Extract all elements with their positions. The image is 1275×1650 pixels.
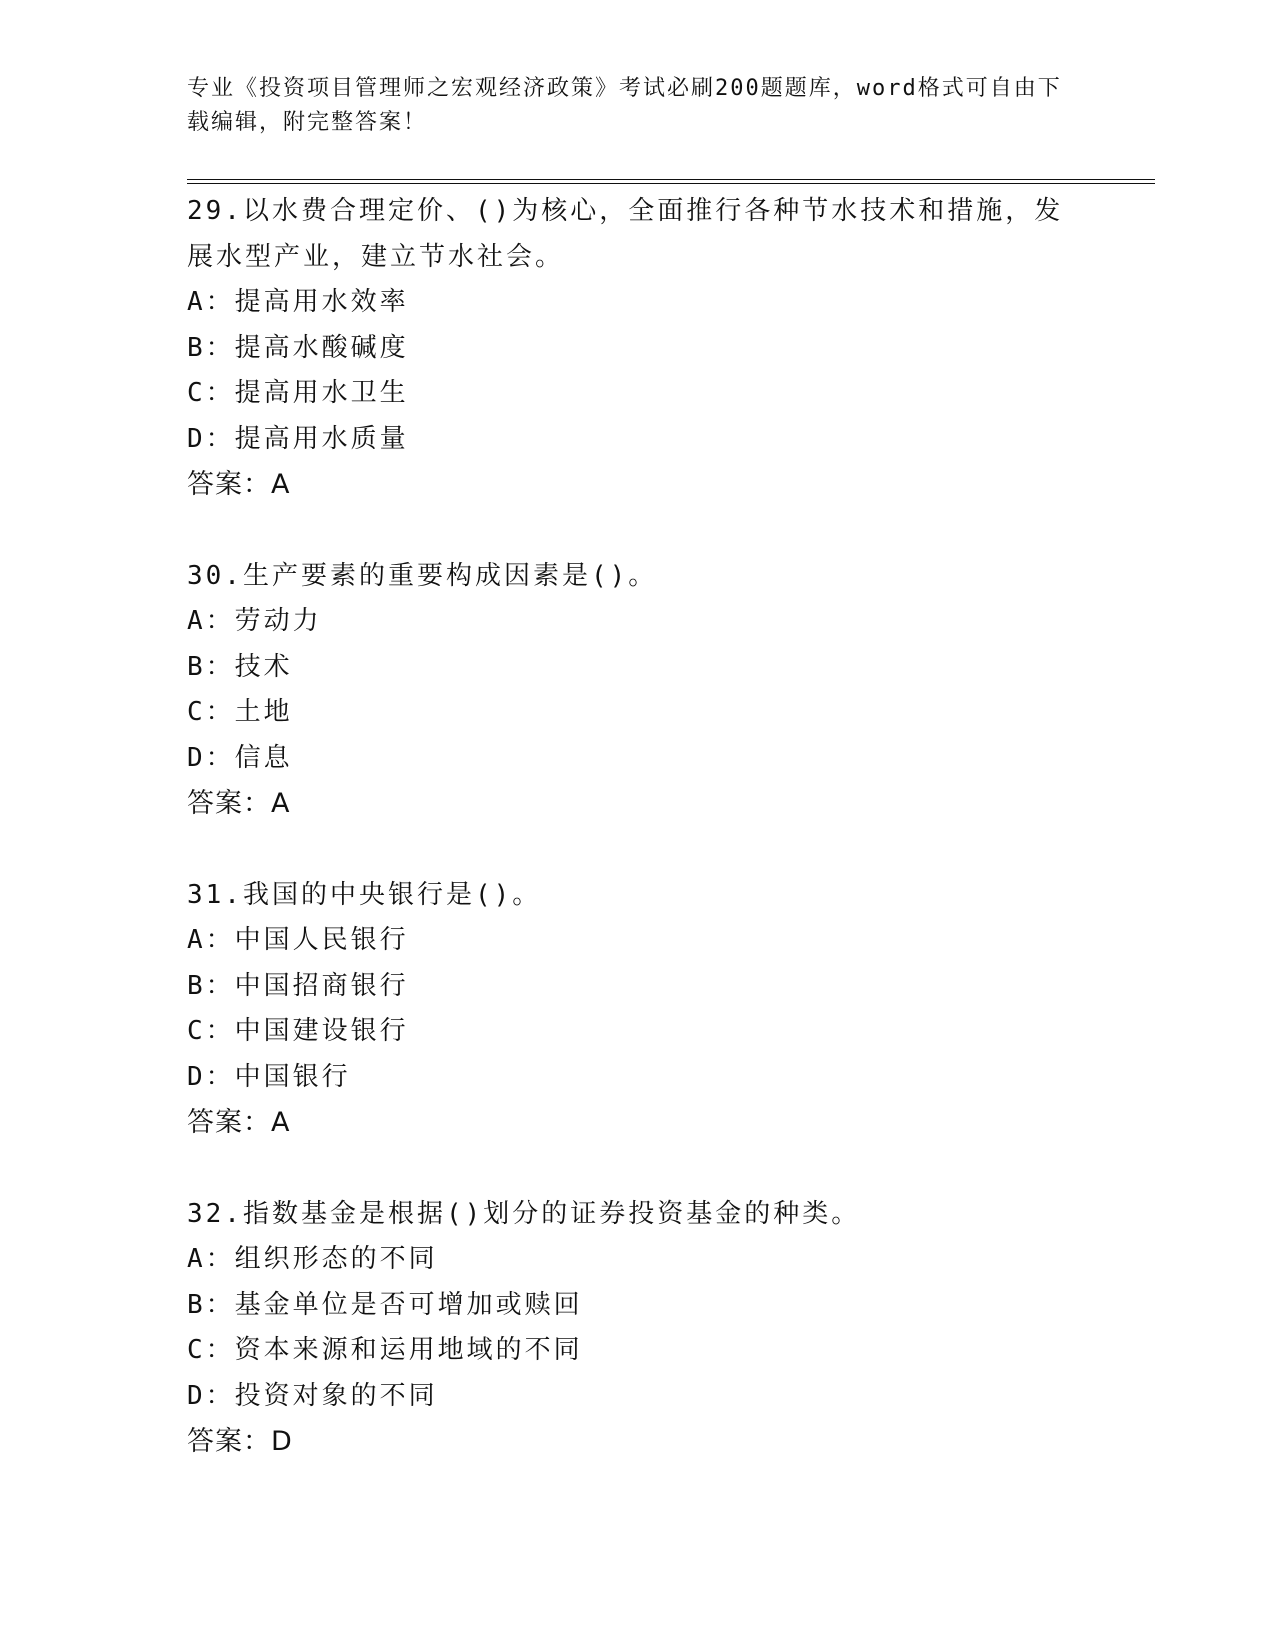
option-d: D：投资对象的不同 xyxy=(187,1380,438,1411)
answer-line: 答案：A xyxy=(187,469,291,500)
answer-line: 答案：A xyxy=(187,788,291,819)
option-a: A：中国人民银行 xyxy=(187,925,409,955)
header-divider-bottom xyxy=(187,183,1155,184)
option-d: D：信息 xyxy=(187,742,293,773)
header-divider-top xyxy=(187,179,1155,180)
option-b: B：基金单位是否可增加或赎回 xyxy=(187,1289,583,1320)
question-list xyxy=(187,188,1087,1510)
answer-line: 答案：D xyxy=(187,1426,293,1457)
document-header-note: 专业《投资项目管理师之宏观经济政策》考试必刷200题题库，word格式可自由下载编辑，附完整答案！ xyxy=(187,76,1062,135)
option-c: C：提高用水卫生 xyxy=(187,378,409,408)
option-c: C：土地 xyxy=(187,697,293,727)
option-b: B：提高水酸碱度 xyxy=(187,332,409,363)
question-32 xyxy=(187,1191,1087,1464)
question-stem: 31.我国的中央银行是()。 xyxy=(187,880,542,910)
question-29 xyxy=(187,188,1087,507)
option-a: A：提高用水效率 xyxy=(187,287,409,317)
question-stem: 30.生产要素的重要构成因素是()。 xyxy=(187,561,658,591)
option-b: B：技术 xyxy=(187,651,293,682)
question-stem: 32.指数基金是根据()划分的证券投资基金的种类。 xyxy=(187,1199,861,1229)
question-31 xyxy=(187,872,1087,1145)
option-c: C：中国建设银行 xyxy=(187,1016,409,1046)
option-d: D：中国银行 xyxy=(187,1061,351,1092)
option-c: C：资本来源和运用地域的不同 xyxy=(187,1335,583,1365)
option-d: D：提高用水质量 xyxy=(187,423,409,454)
question-30 xyxy=(187,553,1087,826)
option-a: A：劳动力 xyxy=(187,606,322,636)
question-stem: 29.以水费合理定价、()为核心，全面推行各种节水技术和措施，发展水型产业，建立节水社会。 xyxy=(187,196,1064,272)
answer-line: 答案：A xyxy=(187,1107,291,1138)
option-b: B：中国招商银行 xyxy=(187,970,409,1001)
option-a: A：组织形态的不同 xyxy=(187,1244,438,1274)
